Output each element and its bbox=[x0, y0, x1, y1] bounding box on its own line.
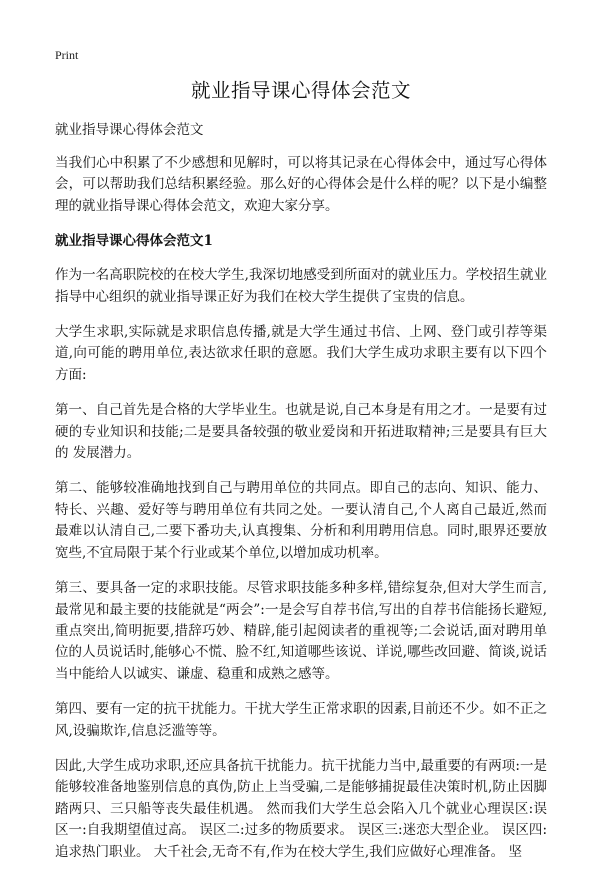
print-link[interactable]: Print bbox=[55, 48, 79, 62]
body-paragraph-5: 第三、要具备一定的求职技能。尽管求职技能多种多样,错综复杂,但对大学生而言,最常见和最主要的技能就是“两会”:一是会写自荐书信,写出的自荐书信能扬长避短,重点突出,简明扼要,措辞巧妙、精辟,能引起阅读者的重视等;二会说话,面对聘用单位的人员说话时,能够心不慌、脸不红,知道哪些该说、详说,哪些改回避、简谈,说话当中能给人以诚实、谦虚、稳重和成熟之感等。 bbox=[55, 580, 547, 682]
document-body bbox=[55, 76, 547, 877]
body-paragraph-6: 第四、要有一定的抗干扰能力。干扰大学生正常求职的因素,目前还不少。如不正之风,设骗欺诈,信息泛滥等等。 bbox=[55, 701, 547, 739]
intro-paragraph: 当我们心中积累了不少感想和见解时，可以将其记录在心得体会中，通过写心得体会，可以帮助我们总结积累经验。那么好的心得体会是什么样的呢？以下是小编整理的就业指导课心得体会范文，欢迎大家分享。 bbox=[55, 155, 547, 214]
page-title: 就业指导课心得体会范文 bbox=[190, 79, 411, 102]
body-paragraph-1: 作为一名高职院校的在校大学生,我深切地感受到所面对的就业压力。学校招生就业指导中心组织的就业指导课正好为我们在校大学生提供了宝贵的信息。 bbox=[55, 267, 547, 305]
body-paragraph-2: 大学生求职,实际就是求职信息传播,就是大学生通过书信、上网、登门或引荐等渠道,向可能的聘用单位,表达欲求任职的意愿。我们大学生成功求职主要有以下四个方面: bbox=[55, 324, 547, 383]
body-paragraph-7: 因此,大学生成功求职,还应具备抗干扰能力。抗干扰能力当中,最重要的有两项:一是能够较准备地鉴别信息的真伪,防止上当受骗,二是能够捕捉最佳决策时机,防止因脚踏两只、三只船等丧失最佳机遇。 然而我们大学生总会陷入几个就业心理误区:误区一:自我期望值过高。 误区二:过多的物质要求。 误区三:迷恋大型企业。 误区四:追求热门职业。 大千社会,无奇不有,作为在校大学生,我们应做好心理准备。 坚 bbox=[55, 757, 547, 860]
section-heading: 就业指导课心得体会范文1 bbox=[55, 233, 213, 250]
body-paragraph-3: 第一、自己首先是合格的大学毕业生。也就是说,自己本身是有用之才。一是要有过硬的专业知识和技能;二是要具备较强的敬业爱岗和开拓进取精神;三是要具有巨大的 发展潜力。 bbox=[55, 402, 547, 462]
body-paragraph-4: 第二、能够较准确地找到自己与聘用单位的共同点。即自己的志向、知识、能力、特长、兴趣、爱好等与聘用单位有共同之处。一要认清自己,个人离自己最近,然而最难以认清自己,二要下番功夫,认真搜集、分析和利用聘用信息。同时,眼界还要放宽些,不宜局限于某个行业或某个单位,以增加成功机率。 bbox=[55, 480, 547, 561]
document-subtitle: 就业指导课心得体会范文 bbox=[55, 122, 204, 138]
